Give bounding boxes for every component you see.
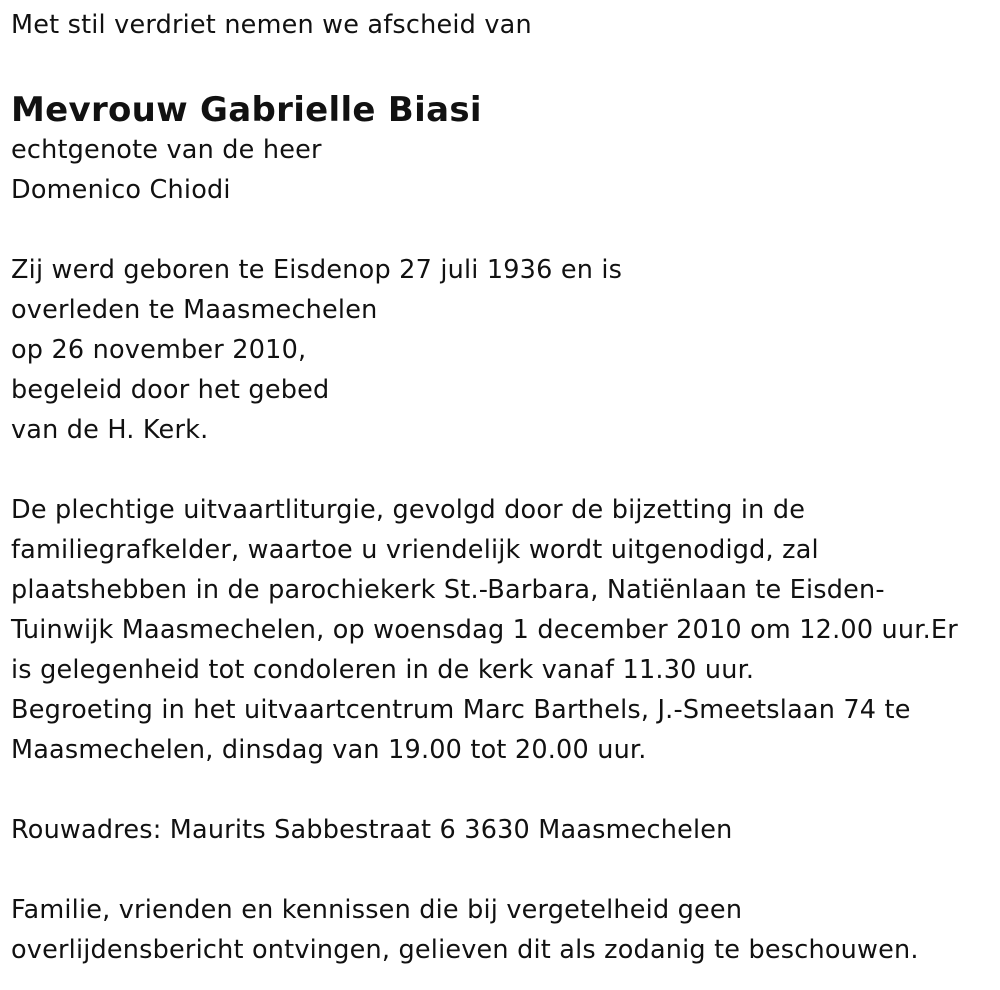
- birth-death-line: overleden te Maasmechelen: [11, 295, 378, 325]
- funeral-line: De plechtige uitvaartliturgie, gevolgd door de bijzetting in de: [11, 495, 806, 525]
- funeral-line: plaatshebben in de parochiekerk St.-Barbara, Natiënlaan te Eisden-: [11, 575, 885, 605]
- funeral-line: familiegrafkelder, waartoe u vriendelijk wordt uitgenodigd, zal: [11, 535, 819, 565]
- spacer: [11, 450, 991, 490]
- spacer: [11, 850, 991, 890]
- closing-line: overlijdensbericht ontvingen, gelieven dit als zodanig te beschouwen.: [11, 935, 919, 965]
- obituary-notice: [11, 0, 991, 970]
- spouse-block: [11, 130, 991, 210]
- birth-death-line: van de H. Kerk.: [11, 415, 209, 445]
- birth-death-line: op 26 november 2010,: [11, 335, 307, 365]
- spacer: [11, 210, 991, 250]
- spouse-line: echtgenote van de heer: [11, 135, 322, 165]
- spacer: [11, 770, 991, 810]
- funeral-line: Maasmechelen, dinsdag van 19.00 tot 20.00 uur.: [11, 735, 647, 765]
- funeral-line: Tuinwijk Maasmechelen, op woensdag 1 december 2010 om 12.00 uur.Er: [11, 615, 958, 645]
- funeral-line: is gelegenheid tot condoleren in de kerk vanaf 11.30 uur.: [11, 655, 755, 685]
- funeral-line: Begroeting in het uitvaartcentrum Marc Barthels, J.-Smeetslaan 74 te: [11, 695, 911, 725]
- closing-block: [11, 890, 991, 970]
- birth-death-block: [11, 250, 991, 450]
- funeral-block: [11, 490, 991, 770]
- closing-line: Familie, vrienden en kennissen die bij vergetelheid geen: [11, 895, 743, 925]
- birth-death-line: begeleid door het gebed: [11, 375, 330, 405]
- mourning-address: Rouwadres: Maurits Sabbestraat 6 3630 Maasmechelen: [11, 815, 733, 845]
- birth-death-line: Zij werd geboren te Eisdenop 27 juli 1936 en is: [11, 255, 623, 285]
- deceased-name: Mevrouw Gabrielle Biasi: [11, 90, 482, 130]
- spouse-line: Domenico Chiodi: [11, 175, 231, 205]
- intro-text: Met stil verdriet nemen we afscheid van: [11, 10, 532, 40]
